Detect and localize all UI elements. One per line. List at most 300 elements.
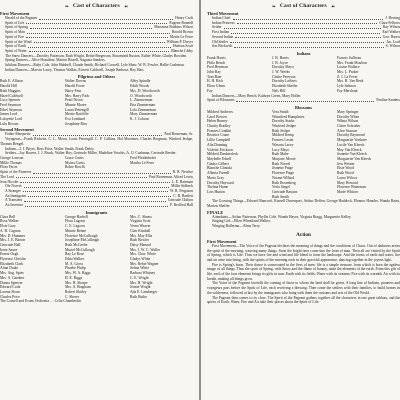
name-cell: Mrs. H. Van Beek — [337, 79, 364, 84]
leader-dots — [224, 25, 381, 29]
right-title-row — [207, 3, 400, 10]
name-cell: Mary Zimmerman — [130, 112, 158, 117]
name-cell: Mrs. Harry Park — [65, 93, 90, 98]
name-cell: Lucy Spencer — [0, 98, 21, 103]
name-cell: Jennie Wright — [130, 285, 151, 290]
name-cell: Irene Sauze — [0, 247, 18, 252]
name-cell: Ethel Seymour — [0, 107, 23, 112]
action-paragraphs — [207, 239, 400, 305]
name-cell: Abby Spindle — [130, 79, 151, 84]
name-cell: Ruth Wood — [337, 171, 354, 176]
name-cell: Walter Downs — [65, 79, 87, 84]
third-movement-heading: Third Movement — [207, 11, 239, 16]
leader-dots — [25, 203, 168, 207]
second-movement-heading: Second Movement — [0, 127, 34, 133]
name-cell: Marie Whiton — [337, 189, 358, 194]
third-movement-cast — [207, 16, 400, 49]
name-cell: Frances Conklin — [207, 128, 232, 133]
name-cell: Charity Bradley — [207, 124, 231, 129]
name-cell: Louise Wallace — [337, 65, 360, 70]
name-cell: Dorothy Starks — [272, 119, 295, 124]
name-cell: Florence McCullough — [65, 233, 98, 238]
role-name: First Indian — [212, 30, 230, 35]
leader-dots — [230, 40, 384, 44]
name-cell: Lyle Salmon — [337, 84, 356, 89]
right-page — [201, 0, 400, 400]
name-cell: Ruth Ruthe — [130, 294, 147, 299]
name-cell: Marguerite Van Kleeck — [337, 156, 372, 161]
leader-dots — [23, 189, 168, 193]
role-name: Old Settler — [212, 39, 229, 44]
name-cell: Ruth Huggins — [0, 88, 21, 93]
name-cell: Mrs. J. E. Barton — [0, 238, 26, 243]
name-cell: Vera Smith — [272, 109, 289, 114]
name-cell: Barbara Whitney — [130, 271, 156, 276]
pilgrims-grid — [0, 79, 193, 126]
name-cell: Elsie Gray — [0, 224, 16, 229]
name-cell: Fred Pfeiderhehrt — [130, 155, 156, 160]
name-cell: Millie Thomas — [0, 160, 22, 165]
name-cell: Robie Rowlh — [65, 165, 85, 170]
name-cell: Tom Baer — [207, 74, 222, 79]
name-cell: Fred Herrman — [207, 65, 228, 70]
name-cell: John Ray — [207, 70, 221, 75]
leader-dots — [231, 30, 380, 34]
actor-name: S. Wilson — [385, 44, 400, 49]
spirit-blossoms-line — [207, 98, 400, 103]
name-cell: Mary Springer — [337, 109, 359, 114]
blossoms-grid — [207, 110, 400, 199]
second-movement-grid — [0, 156, 193, 170]
actor-name: W. R. Ferguson — [170, 188, 193, 193]
name-cell: Etta Zimmerman — [130, 102, 156, 107]
name-cell: Edward Cook — [0, 285, 21, 290]
role-name: A Transient — [5, 198, 23, 203]
name-cell: Elizabeth Clark — [0, 261, 24, 266]
name-cell: Clair Kimball — [130, 228, 151, 233]
name-cell: M. A. Gross — [65, 261, 84, 266]
name-cell: Winifred Jeshpe — [272, 124, 296, 129]
name-cell: Florence Chrislin — [0, 257, 26, 262]
name-cell: Mrs. Chas. White — [130, 252, 156, 257]
leader-dots — [34, 40, 165, 44]
name-cell: Edith Woods — [130, 84, 149, 89]
name-cell: Dorothy Lefferts — [272, 79, 297, 84]
name-cell: Alice Stasson — [337, 128, 358, 133]
name-cell: Ruth Rosenberg — [272, 180, 296, 185]
role-name: Indian Chief — [212, 16, 231, 20]
actor-name: Hudson Scott — [173, 44, 193, 49]
name-cell: May Van Kleeck — [337, 147, 362, 152]
left-page-title: Cast of Characters — [72, 3, 120, 9]
paragraph: Jubilant Dancers—Ruby Cole, John Hubbell, Claude Smith, Richard Corwell, Lyle Shaw, W. B. Fowler, Hallie Cushman. — [5, 63, 185, 68]
name-cell: Eva Lombard — [65, 117, 86, 122]
leader-dots — [26, 35, 168, 39]
name-cell: Daisy Manard — [130, 242, 151, 247]
orchestra-line: The Cornell and Evans Orchestra … Celia Chamberlin — [0, 299, 81, 304]
name-cell: Dorothy Hayward — [207, 180, 234, 185]
name-cell: James Lord — [0, 112, 18, 117]
role-name: Spirit of Earth — [5, 44, 27, 49]
name-cell: Fred Seymour — [0, 102, 21, 107]
leader-dots — [236, 98, 374, 102]
name-cell: C. E. Wright — [130, 275, 149, 280]
left-page — [0, 0, 199, 400]
name-cell: Clarke Peterson — [272, 74, 296, 79]
actor-name: C. B. Bartlett — [173, 193, 193, 198]
second-movement-paragraphs — [0, 137, 193, 156]
name-cell: Mrs. W. A. Riggs — [65, 271, 91, 276]
name-cell: Lafayette Lord — [0, 117, 23, 122]
name-cell: O. Woodworth — [130, 93, 152, 98]
name-cell: Verla Siegel — [272, 185, 290, 190]
name-cell: Mildred Dankersleck — [207, 152, 239, 157]
leader-dots — [237, 21, 378, 25]
name-cell: Frances Lester — [272, 138, 294, 143]
action-heading: Action — [296, 231, 311, 238]
name-cell: Laura Wilcox — [337, 175, 358, 180]
actor-name: Marianne Robbins Wilson — [154, 25, 193, 30]
name-cell: George Harbell — [65, 214, 88, 219]
role-name: Spirit of the Pioneers — [0, 170, 32, 175]
role-name: Second Indian — [212, 34, 234, 39]
leader-dots — [39, 16, 173, 20]
actor-name: L. E. Bateman — [171, 179, 193, 184]
name-cell: Z. J. La Fever — [337, 74, 358, 79]
name-cell: Gladys Gilbert — [207, 161, 229, 166]
role-name: The Lord — [0, 174, 14, 179]
leader-dots — [33, 170, 170, 174]
name-cell: Norma Willard — [272, 175, 295, 180]
name-cell: Martha Le Ferre — [130, 160, 155, 165]
name-cell: Carol Bowen — [207, 114, 227, 119]
name-cell: Ada E. Lamberger — [130, 289, 158, 294]
name-cell: Elizabeth Sheffer — [272, 84, 298, 89]
name-cell: Francis Sullivan — [337, 55, 362, 60]
name-cell: Flora Ferris — [0, 165, 18, 170]
name-cell: Florence Paige — [272, 171, 295, 176]
role-name: Spirit of Fire — [5, 34, 25, 39]
name-cell: Pearl Nixon — [65, 98, 83, 103]
name-cell: J. B. Joyce — [272, 60, 288, 65]
leader-dots — [20, 180, 169, 184]
name-cell: Robert Shirley — [65, 289, 87, 294]
name-cell: Lulu Bowen — [0, 121, 19, 126]
pilgrims-heading: Pilgrims and Others — [77, 74, 116, 80]
name-cell: Charles Price — [0, 294, 20, 299]
name-cell: Mrs. H. Sharpe — [65, 280, 88, 285]
role-name: Spirit of Spring — [5, 25, 28, 30]
actor-name: William P. Dwyer — [166, 39, 193, 44]
actor-name: Pauline Sanders — [376, 98, 400, 103]
actor-name: B. B. Newbre — [172, 170, 193, 175]
actor-name: Earl Walker — [382, 30, 400, 35]
name-cell: Virginia Scott — [130, 219, 151, 224]
name-cell: Helen Burney — [207, 119, 228, 124]
right-page-title: Cast of Characters — [279, 3, 327, 9]
name-cell: Mildred Andrews — [207, 109, 233, 114]
leader-dots — [24, 184, 170, 188]
leader-dots — [235, 35, 381, 39]
name-cell: Josephine Ries — [65, 121, 88, 126]
paragraph: The Pageant then comes to its close. The Spirit of the Pageant gathers together all the characters in one great tableau, and the spirits of Earth, Water, Fire and Air take their places about the Spirit of Life. — [207, 295, 400, 305]
indian-dancers-paragraph: Indian Dancers—Mary Bench, Kathryn Green, Mary Holler. — [212, 93, 302, 98]
cast-line — [0, 203, 193, 208]
name-cell: Wilma Wilson — [337, 119, 359, 124]
name-cell: Mrs. A. Gardner — [0, 275, 25, 280]
actor-name: Harold Brown — [171, 30, 193, 35]
name-cell: Lucile Van Kleeck — [337, 142, 365, 147]
name-cell: Gertrude Bassins — [272, 189, 298, 194]
leader-dots — [28, 194, 171, 198]
name-cell: Mildred Kemp — [272, 133, 294, 138]
name-cell: Grace Curtis — [65, 155, 84, 160]
name-cell: Marguerite Verthner — [337, 138, 367, 143]
name-cell: Mrs. Frank Moulton — [337, 60, 368, 65]
indians-heading: Indians — [296, 50, 311, 56]
name-cell: H. E. Riggs — [65, 275, 83, 280]
name-cell: Nels Hill — [272, 88, 286, 93]
finale-paragraphs — [207, 215, 400, 229]
name-cell: K. J. Coburn — [130, 117, 149, 122]
paragraph: The Voice of the Pageant foretells the coming of those to whom the land shall be given. A long line of Indians, pioneers and voyageurs pass before the Spirit of Life, each receiving a blessing. Then come the settlers with their families, to build homes in the wilderness, followed at last by the immigrants who bring with them the customs and arts of the Old World. — [207, 281, 400, 295]
name-cell: Ernest Ozgh — [0, 252, 19, 257]
name-cell: A. H. Cagnon — [0, 228, 21, 233]
paragraph: The Snow Dancers—Dorothy Patterson, Ruth Wright, Bettie Bergerson, Rosamond Ruston, Esther White, Gladys Bowden. — [5, 53, 188, 58]
cast-line — [207, 98, 400, 103]
name-cell: Marjorie Moore — [272, 156, 296, 161]
name-cell: C. E. Lagoon — [65, 224, 85, 229]
name-cell: Phoebe Philip — [65, 266, 86, 271]
actor-name: Millie Sidbeck — [171, 184, 193, 189]
leader-dots — [26, 21, 167, 25]
role-name: Spirit of Blossoms — [207, 98, 235, 103]
actor-name: Henry Craft — [175, 16, 193, 20]
name-cell: Ruth E. Allison — [0, 79, 23, 84]
name-cell: H. H. Rich — [207, 79, 223, 84]
name-cell: Dorothy Mayo — [272, 65, 294, 70]
leader-dots — [24, 198, 166, 202]
immigrants-heading: Immigrants — [85, 209, 108, 215]
name-cell: Ray Le Rose — [65, 252, 85, 257]
indians-grid — [207, 56, 400, 94]
paragraph: First Movement—The Voice of the Pageant declares the meaning of things and the conditions of Chaos. Out of darkness arises the spirit of the morning, weaving many things. Soon the bright ones come into the form of man. Then all are visited by the Spirit of Spring, which is Life. Thus we have fire and wind and life blend to form the landscape. And the forms of earth and water, fire and air arise into being, with the spirits of the morning each in their graceful appearance, dancing together in the joyous light. — [207, 243, 400, 262]
ornament-right-icon: ☙ — [123, 4, 129, 10]
name-cell: J. B. Harris — [272, 55, 289, 60]
name-cell: Maybelle Edsell — [207, 156, 232, 161]
name-cell: Fay — [207, 88, 213, 93]
leader-dots — [233, 16, 384, 20]
paragraph: Winging Ballerina—Alma Terry. — [212, 224, 261, 229]
name-cell: Beatrice Crane — [207, 133, 230, 138]
paragraph: Singing Girl—Ellen Wheatland Walker. — [212, 219, 271, 224]
role-name: Spirit of Life — [5, 20, 25, 25]
actor-name: Blanche Libby — [171, 48, 193, 53]
name-cell: L. Zimmerman — [130, 98, 153, 103]
name-cell: Clara Bell — [0, 214, 16, 219]
name-cell: Winnifred Humphries — [272, 114, 305, 119]
name-cell: Josephine McCullough — [65, 238, 100, 243]
leader-dots — [30, 25, 152, 29]
name-cell: Maria Gray — [207, 175, 225, 180]
extra-cast — [0, 184, 193, 208]
leader-dots — [16, 175, 147, 179]
ornament-left-icon: ❧ — [271, 4, 276, 10]
name-cell: Gertrude Hall — [0, 242, 21, 247]
name-cell: Ruth Norvel — [272, 161, 291, 166]
name-cell: George Lawson — [0, 155, 24, 160]
name-cell: Frank Harris — [207, 55, 226, 60]
actor-name: Mattie Le Ferre — [169, 34, 193, 39]
name-cell: J. W. Weeks — [272, 70, 290, 75]
name-cell: Laura Pettengill — [65, 107, 89, 112]
role-name: Jim Beckwith — [212, 44, 233, 49]
actor-name: F. Redford Hall — [170, 203, 193, 208]
name-cell: Alma Drake — [0, 266, 19, 271]
name-cell: Mrs. D. Hammer — [0, 233, 26, 238]
name-cell: Philo Bench — [207, 60, 226, 65]
paragraph: Settlers—Jay Bowen, J. J. Brack, Walter Hoy, Gertrude Miller, Madeline Voorhis, A. O. Cushman, Gertrude Reeder. — [5, 151, 177, 156]
leader-dots — [33, 132, 163, 136]
leader-dots — [27, 30, 170, 34]
actor-name: Eugene Bonnell — [169, 20, 193, 25]
action-subheading: First Movement — [207, 238, 237, 244]
first-movement-cast — [0, 16, 193, 54]
role-name: Spirit of the Wind — [5, 39, 32, 44]
name-cell: Myrna Curtis — [65, 160, 85, 165]
finale-heading: FINALE — [207, 209, 224, 215]
name-cell: Lola Zimmerman — [130, 107, 156, 112]
role-name: Settler — [212, 25, 222, 30]
role-name: Spirit of Water — [5, 48, 27, 53]
name-cell: Harold Foote — [65, 84, 85, 89]
name-cell: Dorothy Raymond — [337, 133, 365, 138]
actor-name: Paul Borneman, Alfred Lewis — [148, 174, 193, 179]
role-name: Ole Norvet — [5, 184, 22, 189]
actor-name: J. Herring — [385, 16, 400, 20]
name-cell: Mrs. H. Wright — [130, 280, 153, 285]
name-cell: Florence Waterman — [337, 185, 366, 190]
leader-dots — [234, 44, 383, 48]
name-cell: Mrs. J. W. C. Waller — [130, 247, 160, 252]
paragraph: Attendants—Arthur Patterson, Phyllis Cole, Wanda Hayes, Virginia Bragg, Marguerite Kelley. — [212, 214, 352, 219]
name-cell: Lois Hutton — [207, 189, 225, 194]
name-cell: Rosa Walker — [0, 219, 19, 224]
name-cell: Minnie Moore — [65, 102, 87, 107]
name-cell: Hazel Caldwell — [0, 93, 23, 98]
role-name: Herald of the Pageant — [5, 16, 38, 20]
paragraph: Indian Dancers—Marvin Lacey, Thomas Walker, Everett Caldwell, Joseph Barbour, Roy Hart. — [5, 67, 145, 72]
name-cell: Winona Lacey — [272, 142, 294, 147]
ornament-right-icon: ☙ — [330, 4, 336, 10]
first-movement-heading: First Movement — [0, 11, 30, 16]
paragraph: Spring Dancers—Alice Hamilton, Marion Bissell, Augusta Sanders. — [5, 58, 106, 63]
name-cell: Selma White — [130, 266, 150, 271]
name-cell: Harold Hill — [0, 84, 17, 89]
name-cell: Mrs. Aug. Spies — [0, 271, 24, 276]
name-cell: Elton Glenn — [207, 84, 225, 89]
leader-dots — [28, 44, 171, 48]
immigrants-grid — [0, 215, 193, 300]
name-cell: Violette Erickson — [207, 147, 233, 152]
left-title-row — [0, 3, 193, 10]
name-cell: Verna Weaver — [130, 224, 151, 229]
name-cell: Donna Spencer — [0, 280, 23, 285]
name-cell: Lorena Sloan — [0, 289, 20, 294]
actor-name: Geo. Harris — [382, 34, 400, 39]
name-cell: Jeanette Paige — [272, 166, 293, 171]
name-cell: Ruth McGeehe — [65, 242, 88, 247]
name-cell: Gladys White — [130, 257, 151, 262]
role-name: Spirit of Man — [5, 30, 25, 35]
role-name: Jean Nicolet — [0, 179, 19, 184]
name-cell: Jeanette Van Kleeck — [337, 152, 367, 157]
name-cell: Mrs. May Ellis — [130, 233, 153, 238]
name-cell: Elsie Wood — [337, 166, 354, 171]
name-cell: Ruth Smith — [272, 194, 289, 199]
name-cell: Lucy Mayo — [272, 147, 290, 152]
name-cell: Ruth Jeshpe — [272, 128, 290, 133]
name-cell: Blanche Gliniski — [207, 166, 232, 171]
name-cell: Jess Werner — [337, 161, 355, 166]
cast-line — [207, 44, 400, 49]
name-cell: Mertie Ratcliffe — [65, 112, 89, 117]
name-cell: Mrs. C. Shears — [130, 214, 152, 219]
name-cell: Mrs. A. Bingham — [65, 285, 91, 290]
paragraph: Indians—J. J. Beyer, Ross Price, Walter Smith, Frank Daley. — [5, 146, 95, 151]
dancers-paragraphs — [0, 54, 193, 73]
name-cell: Dorothy White — [337, 114, 360, 119]
actor-name: Paul Borneman, Sr. — [164, 132, 193, 137]
actor-name: Jas. Lord — [386, 39, 400, 44]
role-name: Indian Princess — [212, 20, 235, 25]
name-cell: Ruth Bowler — [130, 238, 149, 243]
name-cell: Muriel McCullough — [65, 247, 95, 252]
name-cell: C. Sherer — [65, 294, 79, 299]
role-name: An Inventor — [5, 203, 23, 208]
ornament-left-icon: ❧ — [64, 4, 69, 10]
name-cell: Lillie Campbell — [207, 138, 231, 143]
name-cell: Alta Dunning — [207, 142, 228, 147]
name-cell: Alberta Farnell — [207, 171, 230, 176]
name-cell: Mrs. D. Woodworth — [130, 88, 160, 93]
blossoms-heading: Blossoms — [295, 104, 312, 110]
name-cell: Claire Schroder — [337, 124, 361, 129]
name-cell: Ruth Mahe — [272, 152, 289, 157]
name-cell: Flora Lagoon — [65, 219, 85, 224]
actor-name: Clara Fellows — [379, 20, 400, 25]
leader-dots — [29, 49, 169, 53]
actor-name: Gertrude Chilton — [167, 198, 193, 203]
role-name: An Immigrant — [5, 193, 26, 198]
paragraph: Fire is Spring's boon. Their dance is consecrated in the lives of men: life is a simple treasure, from which is born the ageless image of all things. Thus the spirit of Spring, with Snow and the flame of bounty, unite the elements of the earth. From this gift of life, each of the four elements brings its gifts in turn: Earth with its fields; Water with its streams; Fire with its warmth; Air with its breath, making all things grow. — [207, 262, 400, 281]
name-cell — [130, 122, 193, 127]
name-cell: Mrs. L. Parker — [337, 70, 359, 75]
role-name: Father Marquette — [5, 132, 31, 137]
name-cell: Mary Howard — [337, 180, 358, 185]
role-name: A Stranger — [5, 188, 21, 193]
name-cell: Harry Fern — [65, 88, 82, 93]
name-cell: Minnie Benne — [65, 228, 86, 233]
name-cell: Edna Walker — [65, 257, 84, 262]
paragraph: Voyageurs—Frank Ricketts, C. L. Moon, Louis Pettengill, C. P. Calkins, Hal Mortimer, Charles Bergman, Winfred Jeshpe, Thomas Bengel. — [0, 137, 193, 146]
name-cell: Thelma Hume — [207, 185, 229, 190]
spirit-pioneers-cast — [0, 170, 193, 184]
actor-name: Ray Wilson — [382, 25, 400, 30]
name-cell: Fay Merchant — [337, 88, 358, 93]
growing-things-paragraph: The Growing Things—Edward Bancroft, Russell Davenport, Arthur Deffen, George Haddock, Eleanor Hansler, Wanda Bates, Marion Sheffer. — [207, 199, 400, 209]
name-cell: Mrs. Bebie Wagner — [130, 261, 159, 266]
